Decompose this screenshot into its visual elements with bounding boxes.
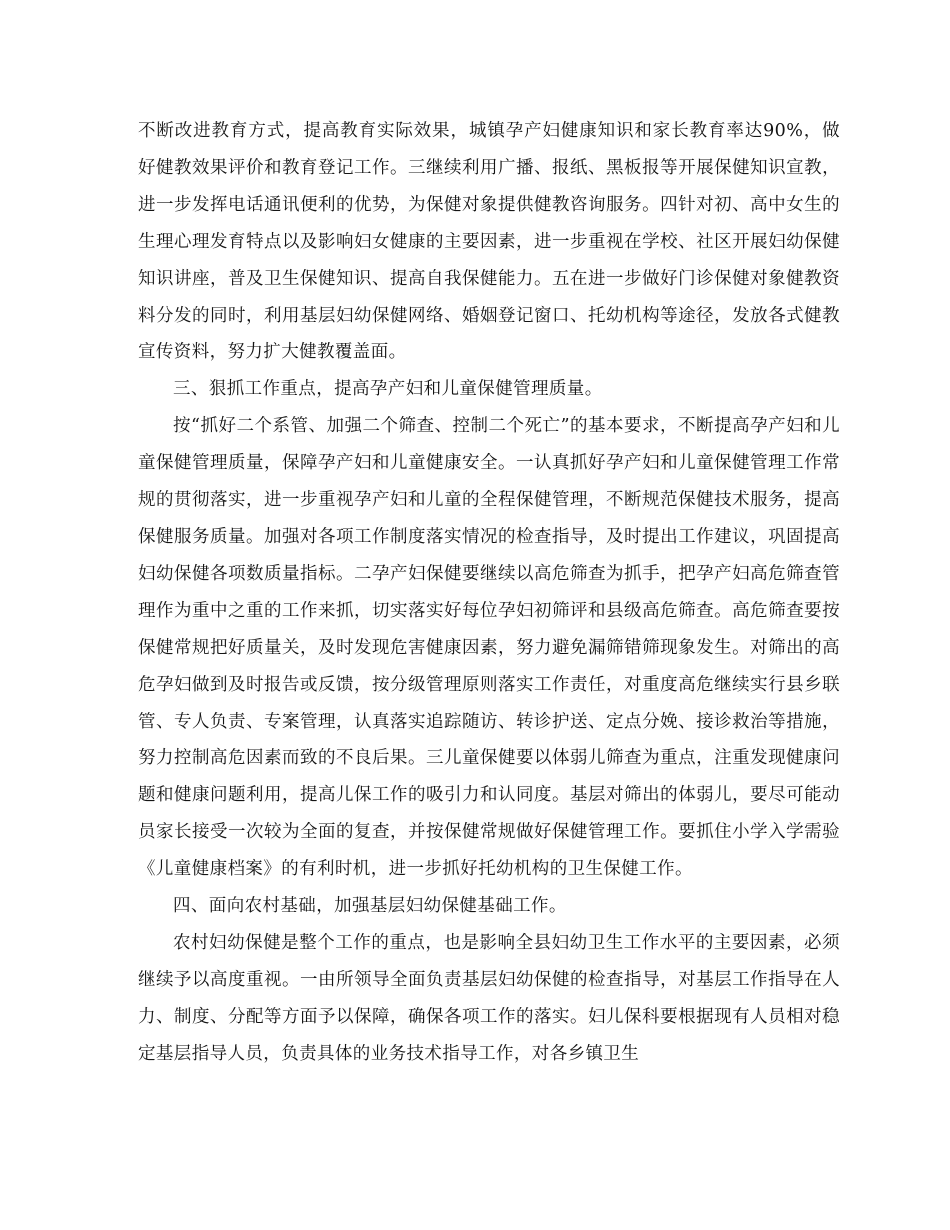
paragraph-health-education-continued: 不断改进教育方式，提高教育实际效果，城镇孕产妇健康知识和家长教育率达90%，做好健教效果评价和教育登记工作。三继续利用广播、报纸、黑板报等开展保健知识宣教，进一步发挥电话通讯便利的优势，为保健对象提供健教咨询服务。四针对初、高中女生的生理心理发育特点以及影响妇女健康的主要因素，进一步重视在学校、社区开展妇幼保健知识讲座，普及卫生保健知识、提高自我保健能力。五在进一步做好门诊保健对象健教资料分发的同时，利用基层妇幼保健网络、婚姻登记窗口、托幼机构等途径，发放各式健教宣传资料，努力扩大健教覆盖面。 [138, 121, 840, 363]
section-heading-three: 三、狠抓工作重点，提高孕产妇和儿童保健管理质量。 [173, 379, 603, 400]
paragraph-maternal-child-management: 按“抓好二个系管、加强二个筛查、控制二个死亡”的基本要求，不断提高孕产妇和儿童保健管理质量，保障孕产妇和儿童健康安全。一认真抓好孕产妇和儿童保健管理工作常规的贯彻落实，进一步重视孕产妇和儿童的全程保健管理，不断规范保健技术服务，提高保健服务质量。加强对各项工作制度落实情况的检查指导，及时提出工作建议，巩固提高妇幼保健各项数质量指标。二孕产妇保健要继续以高危筛查为抓手，把孕产妇高危筛查管理作为重中之重的工作来抓，切实落实好每位孕妇初筛评和县级高危筛查。高危筛查要按保健常规把好质量关，及时发现危害健康因素，努力避免漏筛错筛现象发生。对筛出的高危孕妇做到及时报告或反馈，按分级管理原则落实工作责任，对重度高危继续实行县乡联管、专人负责、专案管理，认真落实追踪随访、转诊护送、定点分娩、接诊救治等措施，努力控制高危因素而致的不良后果。三儿童保健要以体弱儿筛查为重点，注重发现健康问题和健康问题利用，提高儿保工作的吸引力和认同度。基层对筛出的体弱儿，要尽可能动员家长接受一次较为全面的复查，并按保健常规做好保健管理工作。要抓住小学入学需验《儿童健康档案》的有利时机，进一步抓好托幼机构的卫生保健工作。 [138, 416, 840, 880]
section-heading-four: 四、面向农村基础，加强基层妇幼保健基础工作。 [173, 896, 567, 917]
paragraph-rural-maternal-care: 农村妇幼保健是整个工作的重点，也是影响全县妇幼卫生工作水平的主要因素，必须继续予以高度重视。一由所领导全面负责基层妇幼保健的检查指导，对基层工作指导在人力、制度、分配等方面予以保障，确保各项工作的落实。妇儿保科要根据现有人员相对稳定基层指导人员，负责具体的业务技术指导工作，对各乡镇卫生 [138, 932, 840, 1064]
